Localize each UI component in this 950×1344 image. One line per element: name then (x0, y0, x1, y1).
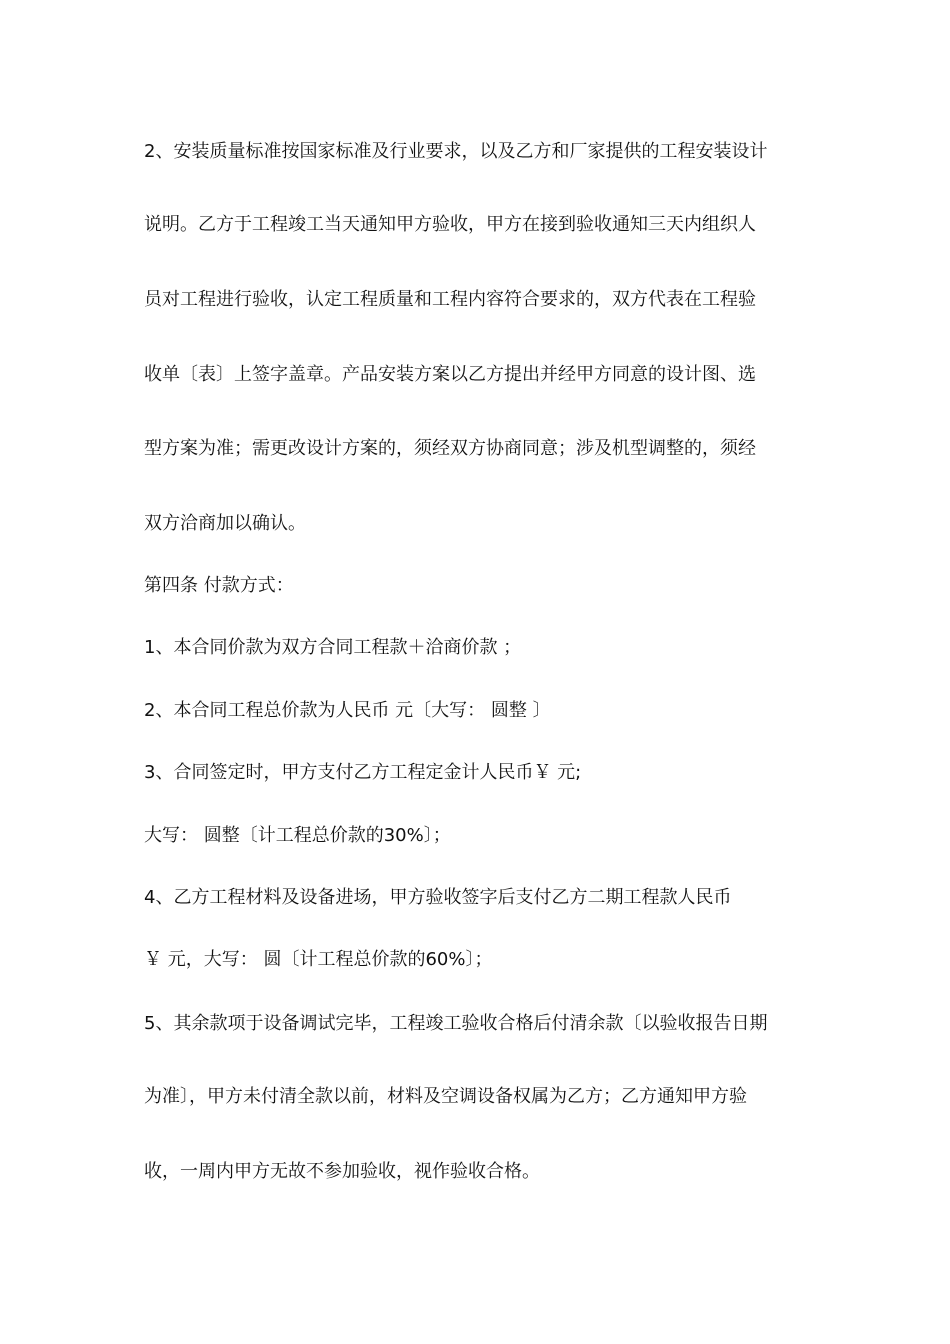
list-item: 5、其余款项于设备调试完毕，工程竣工验收合格后付清余款〔以验收报告日期 (144, 1013, 768, 1034)
paragraph-line: 收单〔表〕上签字盖章。产品安装方案以乙方提出并经甲方同意的设计图、选 (144, 364, 756, 385)
paragraph-line: 双方洽商加以确认。 (144, 513, 306, 534)
paragraph-line: 为准〕，甲方未付清全款以前，材料及空调设备权属为乙方；乙方通知甲方验 (144, 1086, 747, 1107)
section-heading: 第四条 付款方式： (144, 575, 294, 596)
list-item: 4、乙方工程材料及设备进场，甲方验收签字后支付乙方二期工程款人民币 (144, 887, 732, 908)
paragraph-line: 2、安装质量标准按国家标准及行业要求，以及乙方和厂家提供的工程安装设计 (144, 141, 768, 162)
list-item: ￥ 元，大写： 圆〔计工程总价款的60%〕； (144, 949, 493, 970)
paragraph-line: 说明。乙方于工程竣工当天通知甲方验收，甲方在接到验收通知三天内组织人 (144, 214, 756, 235)
paragraph-line: 型方案为准；需更改设计方案的，须经双方协商同意；涉及机型调整的，须经 (144, 438, 756, 459)
list-item: 2、本合同工程总价款为人民币 元〔大写： 圆整 〕 (144, 700, 551, 721)
paragraph-line: 员对工程进行验收，认定工程质量和工程内容符合要求的，双方代表在工程验 (144, 289, 756, 310)
list-item: 1、本合同价款为双方合同工程款＋洽商价款 ； (144, 637, 522, 658)
list-item: 大写： 圆整〔计工程总价款的30%〕； (144, 825, 451, 846)
paragraph-line: 收，一周内甲方无故不参加验收，视作验收合格。 (144, 1161, 540, 1182)
list-item: 3、合同签定时，甲方支付乙方工程定金计人民币￥ 元; (144, 762, 582, 783)
